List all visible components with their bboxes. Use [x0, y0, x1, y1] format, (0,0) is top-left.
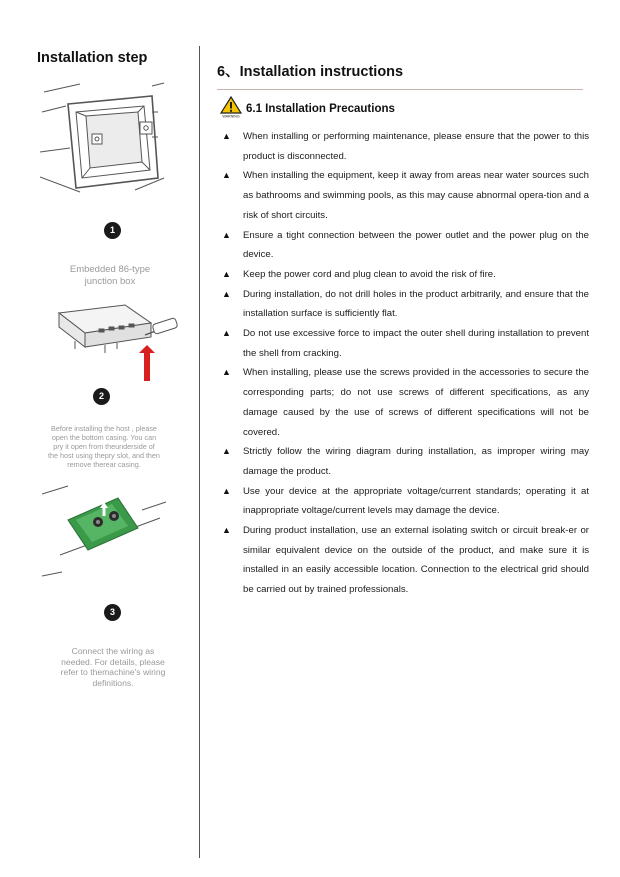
triangle-bullet-icon: ▲: [222, 229, 231, 240]
triangle-bullet-icon: ▲: [222, 288, 231, 299]
installation-step-title: Installation step: [37, 50, 148, 66]
step-2-caption: Before installing the host , please open the bottom casing. You can pry it open from theunderside of the host using thepry slot, and then remove therear casing.: [48, 424, 160, 469]
section-rule: [217, 89, 583, 90]
installation-instructions-column: [217, 0, 587, 877]
list-item: [217, 226, 589, 265]
step-1-badge: 1: [104, 222, 121, 239]
wiring-board-illustration: [42, 480, 167, 580]
list-item-text: When installing or performing maintenance, please ensure that the power to this product is disconnected.: [243, 131, 589, 162]
list-item-text: Strictly follow the wiring diagram during installation, as improper wiring may damage the product.: [243, 446, 589, 477]
list-item-text: During product installation, use an external isolating switch or circuit break-er or similar equivalent device on the outside of the product, and make sure it is installed in an easily accessible location. Connection to the electrical grid should be carried out by trained professionals.: [243, 525, 589, 596]
triangle-bullet-icon: ▲: [222, 131, 231, 141]
list-item: [217, 482, 589, 521]
precautions-list: [217, 127, 589, 600]
list-item-text: When installing the equipment, keep it away from areas near water sources such as bathrooms and swimming pools, as this may cause abnormal opera-tion and a risk of short circuits.: [243, 170, 589, 221]
list-item-text: When installing, please use the screws provided in the accessories to secure the corresponding parts; do not use screws of different specifications, as any damage caused by the use of screws of different specifications will not be covered.: [243, 367, 589, 438]
list-item: [217, 127, 589, 166]
section-title: 6、Installation instructions: [217, 64, 404, 80]
red-arrow-icon: [139, 345, 155, 381]
column-divider: [199, 46, 200, 858]
triangle-bullet-icon: ▲: [222, 268, 231, 279]
triangle-bullet-icon: ▲: [222, 485, 231, 496]
triangle-bullet-icon: ▲: [222, 446, 231, 457]
list-item-text: Keep the power cord and plug clean to avoid the risk of fire.: [243, 268, 496, 280]
list-item-text: Do not use excessive force to impact the outer shell during installation to prevent the shell from cracking.: [243, 328, 589, 359]
junction-box-illustration: [40, 82, 165, 197]
warning-icon-label: WARNING: [222, 114, 240, 118]
list-item: [217, 285, 589, 324]
triangle-bullet-icon: ▲: [222, 367, 231, 378]
list-item: [217, 265, 589, 285]
triangle-bullet-icon: ▲: [222, 170, 231, 181]
list-item-text: Use your device at the appropriate voltage/current standards; operating it at inappropriate voltage/current levels may damage the device.: [243, 485, 589, 517]
list-item-text: Ensure a tight connection between the power outlet and the power plug on the device.: [243, 229, 589, 261]
installation-step-column: [0, 0, 199, 877]
step-3-caption: Connect the wiring as needed. For details, please refer to themachine's wiring definitions.: [60, 646, 166, 689]
list-item: [217, 442, 589, 481]
list-item: [217, 363, 589, 442]
list-item: [217, 521, 589, 600]
list-item: [217, 324, 589, 363]
triangle-bullet-icon: ▲: [222, 328, 231, 339]
step-3-badge: 3: [104, 604, 121, 621]
triangle-bullet-icon: ▲: [222, 525, 231, 536]
list-item: [217, 166, 589, 225]
host-casing-illustration: [55, 303, 185, 383]
list-item-text: During installation, do not drill holes in the product arbitrarily, and ensure that the installation surface is sufficiently flat.: [243, 288, 589, 320]
step-1-caption: Embedded 86-type junction box: [69, 264, 151, 287]
step-2-badge: 2: [93, 388, 110, 405]
subsection-title: 6.1 Installation Precautions: [246, 103, 395, 115]
warning-icon: [220, 96, 242, 118]
